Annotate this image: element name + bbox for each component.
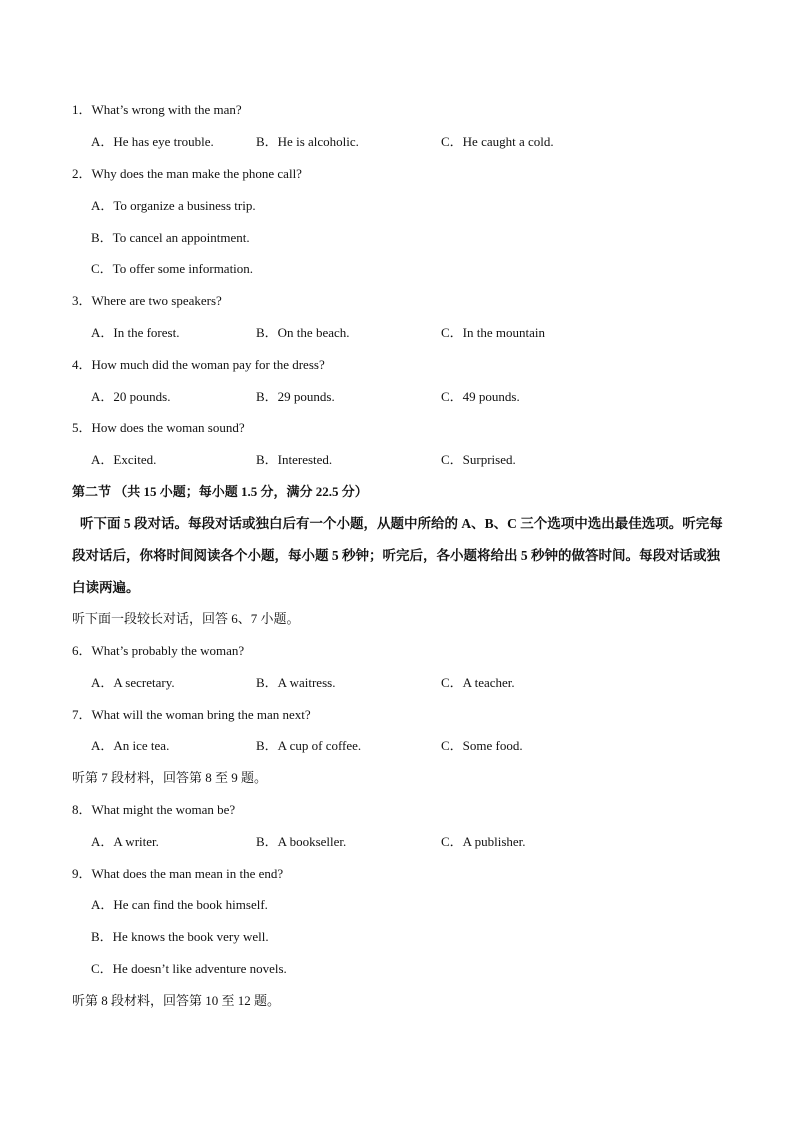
question-5-option-a: A．Excited. — [91, 452, 157, 467]
direction-dialogue-6-7: 听下面一段较长对话，回答 6、7 小题。 — [72, 611, 300, 626]
question-6-option-a: A．A secretary. — [91, 675, 175, 690]
question-4-option-a: A．20 pounds. — [91, 389, 171, 404]
question-7-option-b: B．A cup of coffee. — [256, 738, 362, 753]
question-1-stem: 1．What’s wrong with the man? — [72, 102, 242, 117]
question-6-option-b: B．A waitress. — [256, 675, 336, 690]
question-8-stem: 8．What might the woman be? — [72, 802, 236, 817]
question-3-stem: 3．Where are two speakers? — [72, 293, 222, 308]
question-1-option-c: C．He caught a cold. — [441, 134, 554, 149]
question-2-stem: 2．Why does the man make the phone call? — [72, 166, 302, 181]
direction-material-8: 听第 8 段材料，回答第 10 至 12 题。 — [72, 993, 281, 1008]
question-8-option-c: C．A publisher. — [441, 834, 526, 849]
question-3-option-b: B．On the beach. — [256, 325, 350, 340]
question-5-option-b: B．Interested. — [256, 452, 333, 467]
section-2-instructions: 听下面 5 段对话。每段对话或独白后有一个小题，从题中所给的 A、B、C 三个选项中选出最佳选项。听完每段对话后，你将时间阅读各个小题，每小题 5 秒钟；听完后，各小题将给出 5 秒钟的做答时间。每段对话或独白读两遍。 — [72, 516, 723, 595]
question-2-option-a: A．To organize a business trip. — [91, 198, 256, 213]
question-6-option-c: C．A teacher. — [441, 675, 515, 690]
question-8-option-b: B．A bookseller. — [256, 834, 347, 849]
question-3-option-c: C．In the mountain — [441, 325, 545, 340]
question-4-option-c: C．49 pounds. — [441, 389, 520, 404]
question-9-stem: 9．What does the man mean in the end? — [72, 866, 284, 881]
question-1-option-b: B．He is alcoholic. — [256, 134, 359, 149]
question-2-option-c: C．To offer some information. — [91, 261, 254, 276]
question-2-option-b: B．To cancel an appointment. — [91, 230, 250, 245]
question-7-stem: 7．What will the woman bring the man next? — [72, 707, 311, 722]
question-7-option-c: C．Some food. — [441, 738, 523, 753]
section-2-heading: 第二节 （共 15 小题；每小题 1.5 分，满分 22.5 分） — [72, 484, 368, 499]
question-7-option-a: A．An ice tea. — [91, 738, 170, 753]
question-5-option-c: C．Surprised. — [441, 452, 516, 467]
question-1-option-a: A．He has eye trouble. — [91, 134, 214, 149]
question-9-option-b: B．He knows the book very well. — [91, 929, 269, 944]
question-9-option-c: C．He doesn’t like adventure novels. — [91, 961, 287, 976]
direction-material-7: 听第 7 段材料，回答第 8 至 9 题。 — [72, 770, 268, 785]
question-5-stem: 5．How does the woman sound? — [72, 420, 245, 435]
question-4-stem: 4．How much did the woman pay for the dress? — [72, 357, 325, 372]
question-8-option-a: A．A writer. — [91, 834, 159, 849]
question-6-stem: 6．What’s probably the woman? — [72, 643, 245, 658]
question-9-option-a: A．He can find the book himself. — [91, 897, 268, 912]
question-4-option-b: B．29 pounds. — [256, 389, 335, 404]
question-3-option-a: A．In the forest. — [91, 325, 180, 340]
